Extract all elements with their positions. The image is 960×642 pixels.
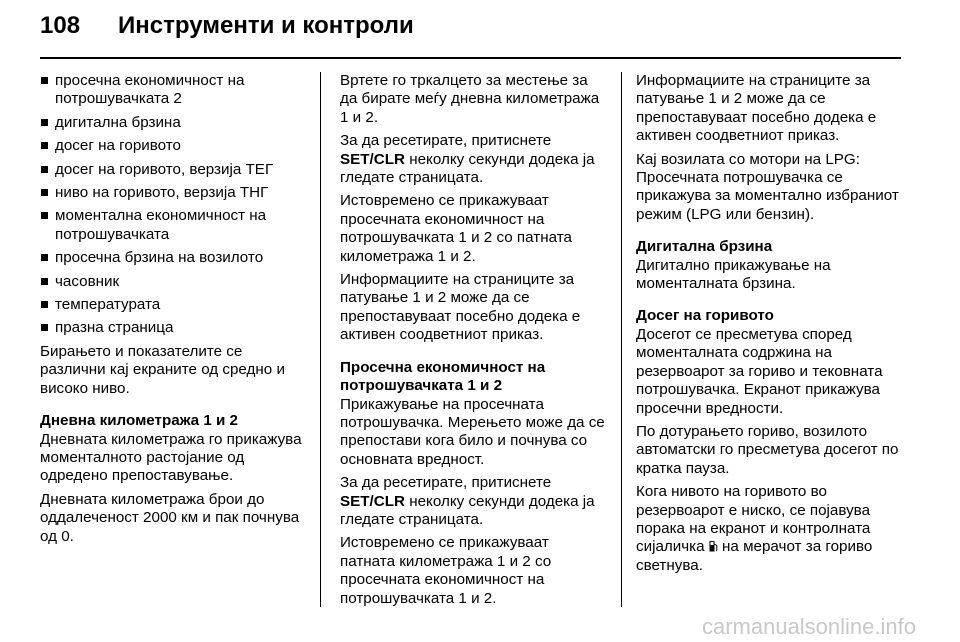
set-clr-key-label: SET/CLR bbox=[340, 492, 405, 510]
paragraph bbox=[340, 474, 608, 529]
paragraph: По дотурањето гориво, возилото автоматски го пресметува досегот по кратка пауза. bbox=[636, 422, 899, 477]
list-item: моментална економичност на потрошувачката bbox=[40, 207, 302, 244]
list-item: просечна брзина на возилото bbox=[40, 249, 302, 267]
list-item: просечна економичност на потрошувачката 2 bbox=[40, 72, 302, 109]
text: Кога нивото на горивото во резервоарот е ниско, се појавува порака на екранот и контролната сијаличка bbox=[636, 483, 871, 556]
paragraph: Истовремено се прикажуваат просечната економичност на потрошувачката 1 и 2 со патната километража 1 и 2. bbox=[340, 192, 572, 265]
list-item: дигитална брзина bbox=[40, 114, 302, 132]
list-item: досег на горивото, верзија ТЕГ bbox=[40, 161, 302, 179]
heading-digital-speed: Дигитална брзина bbox=[636, 238, 773, 256]
fuel-pump-icon bbox=[709, 540, 718, 552]
paragraph: Вртете го тркалцето за местење за да бирате меѓу дневна километража 1 и 2. bbox=[340, 72, 600, 126]
paragraph: Прикажување на просечната потрошувачка. Мерењето може да се препостави кога било и почнува со основната вредност. bbox=[340, 395, 605, 468]
set-clr-key-label: SET/CLR bbox=[340, 150, 405, 168]
intro-paragraph: Бирањето и показателите се различни кај екраните од средно и високо ниво. bbox=[40, 342, 285, 397]
column-2 bbox=[340, 72, 608, 613]
list-item: часовник bbox=[40, 273, 302, 291]
paragraph: Досегот се пресметува според моменталната содржина на резервоарот за гориво и тековната потрошувачка. Екранот прикажува просечни вредности. bbox=[636, 325, 883, 417]
list-item: ниво на горивото, верзија ТНГ bbox=[40, 184, 302, 202]
text: За да ресетирате, притиснете bbox=[340, 132, 552, 150]
paragraph: Дневната километража го прикажува моменталното растојание од одредено препоставување. bbox=[40, 430, 302, 485]
paragraph bbox=[340, 132, 608, 187]
column-3 bbox=[636, 72, 906, 580]
paragraph: Дневната километража брои до оддалеченост 2000 км и пак почнува од 0. bbox=[40, 490, 300, 545]
paragraph: Информациите на страниците за патување 1 и 2 може да се препоставуваат посебно додека е активен соодветниот приказ. bbox=[340, 271, 581, 344]
paragraph bbox=[636, 483, 906, 575]
header-rule bbox=[40, 57, 901, 59]
text: неколку секунди додека ја гледате страницата. bbox=[340, 492, 595, 528]
page-number: 108 bbox=[40, 12, 81, 39]
text: на мерачот за гориво светнува. bbox=[636, 538, 873, 574]
page-header bbox=[40, 12, 414, 52]
display-options-list bbox=[40, 72, 302, 338]
paragraph: Кај возилата со мотори на LPG: Просечната потрошувачка се прикажува за моментално избраниот режим (LPG или бензин). bbox=[636, 150, 899, 223]
list-item: досег на горивото bbox=[40, 137, 302, 155]
column-1 bbox=[40, 72, 302, 551]
watermark: carmanualsonline.info bbox=[701, 614, 916, 639]
text: неколку секунди додека ја гледате страницата. bbox=[340, 150, 595, 187]
column-divider-2 bbox=[621, 72, 622, 607]
heading-daily-trip: Дневна километража 1 и 2 bbox=[40, 412, 239, 430]
heading-fuel-range: Досег на горивото bbox=[636, 307, 774, 325]
list-item: температурата bbox=[40, 296, 302, 314]
paragraph: Информациите на страниците за патување 1 и 2 може да се препоставуваат посебно додека е активен соодветниот приказ. bbox=[636, 72, 877, 145]
text: За да ресетирате, притиснете bbox=[340, 474, 552, 492]
paragraph: Истовремено се прикажуваат патната километража 1 и 2 со просечната економичност на потрошувачката 1 и 2. bbox=[340, 534, 552, 607]
heading-average-economy: Просечна економичност на потрошувачката 1 и 2 bbox=[340, 358, 546, 395]
list-item: празна страница bbox=[40, 319, 302, 337]
chapter-title: Инструменти и контроли bbox=[118, 12, 414, 39]
paragraph: Дигитално прикажување на моменталната брзина. bbox=[636, 256, 831, 293]
column-divider-1 bbox=[320, 72, 321, 607]
